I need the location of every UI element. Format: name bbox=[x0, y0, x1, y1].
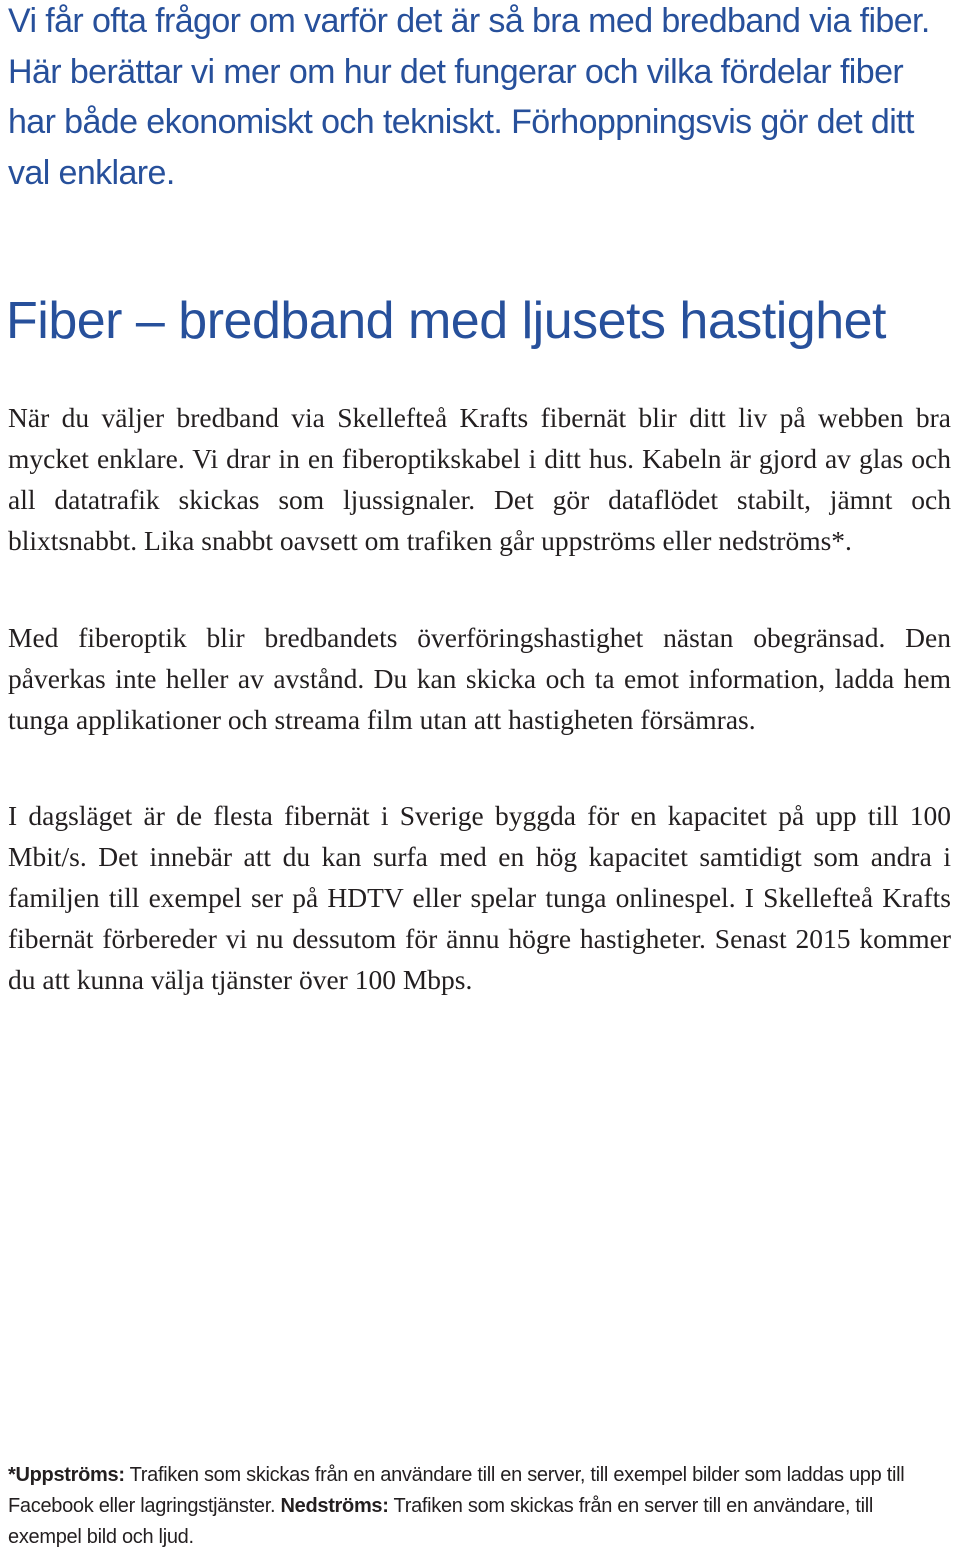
footnote bbox=[8, 1460, 943, 1553]
footnote-upstream-term: *Uppströms: bbox=[8, 1464, 125, 1486]
intro-text: Vi får ofta frågor om varför det är så bra med bredband via fiber. Här berättar vi mer om hur det fungerar och vilka fördelar fiber har både ekonomiskt och tekniskt. Förhoppningsvis gör det ditt val enklare. bbox=[8, 2, 930, 192]
page-heading: Fiber – bredband med ljusets hastighet bbox=[6, 292, 886, 350]
body-paragraph-1: När du väljer bredband via Skellefteå Krafts fibernät blir ditt liv på webben bra mycket enklare. Vi drar in en fiberoptikskabel i ditt hus. Kabeln är gjord av glas och all datatrafik skickas som ljussignaler. Det gör dataflödet stabilt, jämnt och blixtsnabbt. Lika snabbt oavsett om trafiken går uppströms eller nedströms*. bbox=[8, 402, 951, 556]
footnote-downstream-term: Nedströms: bbox=[280, 1495, 389, 1517]
footnote-downstream-text: Trafiken som skickas från en server till en användare, till exempel bild och ljud. bbox=[8, 1495, 874, 1548]
body-paragraph-3: I dagsläget är de flesta fibernät i Sverige byggda för en kapacitet på upp till 100 Mbit/s. Det innebär att du kan surfa med en hög kapacitet samtidigt som andra i familjen till exempel ser på HDTV eller spelar tunga onlinespel. I Skellefteå Krafts fibernät förbereder vi nu dessutom för ännu högre hastigheter. Senast 2015 kommer du att kunna välja tjänster över 100 Mbps. bbox=[8, 800, 951, 995]
body-paragraph-2: Med fiberoptik blir bredbandets överföringshastighet nästan obegränsad. Den påverkas inte heller av avstånd. Du kan skicka och ta emot information, ladda hem tunga applikationer och streama film utan att hastigheten försämras. bbox=[8, 622, 951, 735]
footnote-upstream-text: Trafiken som skickas från en användare till en server, till exempel bilder som laddas upp till Facebook eller lagringstjänster. bbox=[8, 1464, 905, 1517]
